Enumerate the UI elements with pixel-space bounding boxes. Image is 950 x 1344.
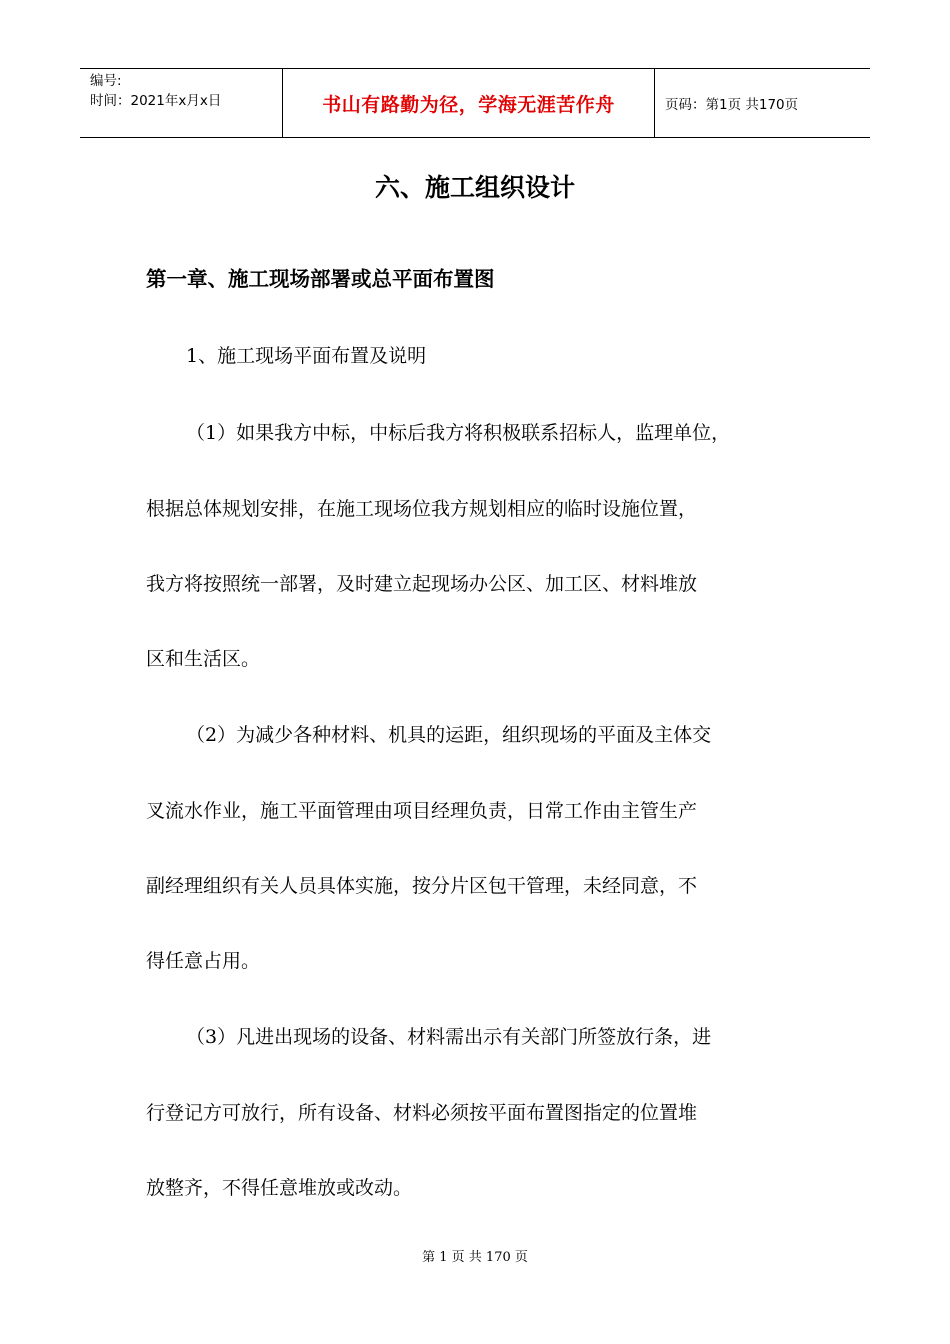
chapter-heading: 第一章、施工现场部署或总平面布置图 [146,267,495,291]
paragraph-line: （3）凡进出现场的设备、材料需出示有关部门所签放行条，进 [186,1026,712,1048]
paragraph-line: 叉流水作业，施工平面管理由项目经理负责，日常工作由主管生产 [146,800,698,822]
paragraph-line: 根据总体规划安排，在施工现场位我方规划相应的临时设施位置， [146,498,698,520]
document-number-label: 编号: [90,73,122,89]
document-title: 六、施工组织设计 [374,173,575,202]
paragraph-line: 行登记方可放行，所有设备、材料必须按平面布置图指定的位置堆 [146,1102,698,1124]
paragraph-line: 放整齐，不得任意堆放或改动。 [146,1177,413,1199]
header-motto: 书山有路勤为径，学海无涯苦作舟 [282,69,655,137]
paragraph-line: 我方将按照统一部署，及时建立起现场办公区、加工区、材料堆放 [146,573,698,595]
paragraph-line: 区和生活区。 [146,648,261,670]
header-page-info: 页码：第1页 共170页 [665,97,799,113]
document-date-label: 时间：2021年x月x日 [90,93,222,109]
section-heading: 1、施工现场平面布置及说明 [186,345,427,367]
page-header [80,68,870,138]
paragraph-line: （2）为减少各种材料、机具的运距，组织现场的平面及主体交 [186,724,712,746]
page-footer: 第 1 页 共 170 页 [422,1250,528,1265]
paragraph-line: 得任意占用。 [146,950,261,972]
paragraph-line: （1）如果我方中标，中标后我方将积极联系招标人，监理单位， [186,422,731,444]
paragraph-line: 副经理组织有关人员具体实施，按分片区包干管理，未经同意，不 [146,875,698,897]
header-meta [80,69,282,137]
